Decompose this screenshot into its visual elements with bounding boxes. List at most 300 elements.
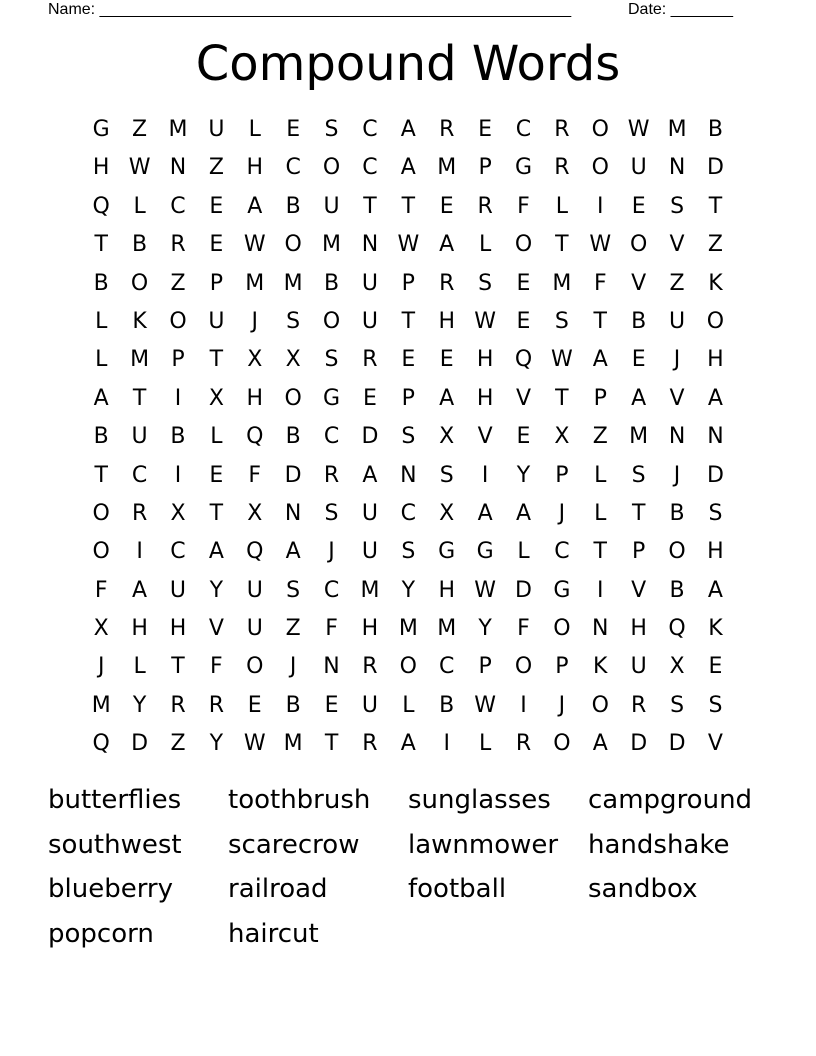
grid-letter[interactable]: F <box>248 462 262 488</box>
grid-letter[interactable]: J <box>328 539 335 565</box>
grid-letter[interactable]: W <box>397 232 420 258</box>
grid-letter[interactable]: M <box>552 270 572 296</box>
grid-letter[interactable]: K <box>708 616 723 642</box>
grid-letter[interactable]: B <box>93 270 109 296</box>
grid-letter[interactable]: Q <box>668 616 686 642</box>
grid-letter[interactable]: X <box>285 347 301 373</box>
grid-letter[interactable]: H <box>476 347 494 373</box>
grid-letter[interactable]: T <box>555 232 569 258</box>
grid-letter[interactable]: H <box>169 616 187 642</box>
grid-letter[interactable]: A <box>400 731 416 757</box>
grid-letter[interactable]: N <box>400 462 417 488</box>
grid-letter[interactable]: C <box>515 117 532 142</box>
grid-letter[interactable]: E <box>286 117 301 142</box>
grid-letter[interactable]: T <box>132 385 147 411</box>
grid-letter[interactable]: N <box>169 155 187 181</box>
grid-letter[interactable]: I <box>597 193 604 219</box>
grid-letter[interactable]: L <box>555 193 569 219</box>
grid-letter[interactable]: R <box>554 117 570 142</box>
grid-letter[interactable]: E <box>516 270 531 296</box>
grid-letter[interactable]: M <box>283 270 303 296</box>
grid-letter[interactable]: G <box>438 539 456 565</box>
grid-letter[interactable]: B <box>669 500 685 526</box>
grid-letter[interactable]: U <box>361 500 378 526</box>
grid-letter[interactable]: A <box>400 155 416 181</box>
grid-letter[interactable]: A <box>592 347 608 373</box>
grid-letter[interactable]: U <box>208 117 225 142</box>
grid-letter[interactable]: W <box>243 232 266 258</box>
letter-grid <box>82 111 735 764</box>
grid-letter[interactable]: J <box>558 692 566 718</box>
grid-letter[interactable]: J <box>289 654 297 680</box>
grid-letter[interactable]: S <box>670 193 685 219</box>
grid-letter[interactable]: C <box>131 462 148 488</box>
grid-letter[interactable]: A <box>208 539 224 565</box>
grid-letter[interactable]: K <box>132 308 147 334</box>
grid-letter[interactable]: R <box>631 692 647 718</box>
grid-letter[interactable]: C <box>439 654 455 680</box>
grid-letter[interactable]: S <box>401 539 416 565</box>
grid-letter[interactable]: I <box>481 462 489 488</box>
grid-letter[interactable]: E <box>708 654 723 680</box>
grid-letter[interactable]: E <box>439 347 454 373</box>
grid-letter[interactable]: U <box>169 577 187 603</box>
grid-letter[interactable]: Z <box>170 731 186 757</box>
grid-letter[interactable]: L <box>95 308 108 334</box>
grid-letter[interactable]: O <box>399 654 417 680</box>
grid-letter[interactable]: O <box>630 232 648 258</box>
grid-letter[interactable]: B <box>439 692 455 718</box>
grid-letter[interactable]: S <box>324 500 339 526</box>
grid-letter[interactable]: T <box>401 193 416 219</box>
grid-letter[interactable]: R <box>439 117 455 142</box>
grid-letter[interactable]: C <box>362 155 378 181</box>
grid-letter[interactable]: O <box>514 232 533 258</box>
grid-letter[interactable]: D <box>668 731 686 757</box>
grid-letter[interactable]: M <box>91 692 111 718</box>
grid-letter[interactable]: O <box>591 117 609 142</box>
grid-letter[interactable]: S <box>286 308 301 334</box>
grid-letter[interactable]: F <box>593 270 607 296</box>
grid-letter[interactable]: M <box>629 424 649 450</box>
grid-letter[interactable]: C <box>285 155 301 181</box>
grid-letter[interactable]: Q <box>246 424 264 450</box>
grid-letter[interactable]: O <box>322 308 341 334</box>
grid-letter[interactable]: D <box>706 462 724 488</box>
grid-letter[interactable]: X <box>247 347 263 373</box>
grid-letter[interactable]: I <box>443 731 450 757</box>
grid-letter[interactable]: A <box>592 731 608 757</box>
grid-letter[interactable]: E <box>631 193 646 219</box>
grid-letter[interactable]: V <box>669 232 685 258</box>
grid-letter[interactable]: M <box>360 577 380 603</box>
grid-letter[interactable]: A <box>707 385 723 411</box>
grid-letter[interactable]: A <box>477 500 493 526</box>
grid-letter[interactable]: C <box>170 193 186 219</box>
grid-letter[interactable]: T <box>401 308 416 334</box>
word-list-item: football <box>408 874 507 904</box>
grid-letter[interactable]: D <box>131 731 149 757</box>
grid-letter[interactable]: S <box>554 308 569 334</box>
grid-letter[interactable]: S <box>631 462 646 488</box>
grid-letter[interactable]: M <box>322 232 342 258</box>
grid-letter[interactable]: X <box>93 616 109 642</box>
grid-letter[interactable]: C <box>323 577 340 603</box>
grid-letter[interactable]: A <box>400 117 416 142</box>
grid-letter[interactable]: O <box>668 539 686 565</box>
grid-letter[interactable]: A <box>707 577 723 603</box>
grid-letter[interactable]: E <box>631 347 646 373</box>
grid-letter[interactable]: M <box>437 616 457 642</box>
grid-letter[interactable]: T <box>94 232 108 258</box>
grid-letter[interactable]: O <box>591 155 609 181</box>
grid-letter[interactable]: E <box>209 193 224 219</box>
grid-letter[interactable]: I <box>136 539 143 565</box>
grid-letter[interactable]: U <box>361 308 378 334</box>
grid-letter[interactable]: E <box>478 117 493 142</box>
grid-letter[interactable]: J <box>97 654 105 680</box>
grid-letter[interactable]: F <box>517 193 530 219</box>
grid-letter[interactable]: T <box>555 385 569 411</box>
grid-letter[interactable]: E <box>247 692 262 718</box>
grid-letter[interactable]: E <box>362 385 377 411</box>
grid-letter[interactable]: Z <box>669 270 685 296</box>
grid-letter[interactable]: S <box>670 692 685 718</box>
grid-letter[interactable]: L <box>95 347 108 373</box>
grid-letter[interactable]: H <box>92 155 110 181</box>
grid-letter[interactable]: N <box>592 616 609 642</box>
grid-letter[interactable]: H <box>707 347 724 373</box>
grid-letter[interactable]: U <box>246 616 263 642</box>
grid-letter[interactable]: Y <box>401 577 416 603</box>
grid-letter[interactable]: O <box>284 385 302 411</box>
grid-letter[interactable]: V <box>631 577 647 603</box>
grid-letter[interactable]: P <box>171 347 185 373</box>
grid-letter[interactable]: I <box>597 577 604 603</box>
grid-letter[interactable]: N <box>361 232 379 258</box>
grid-letter[interactable]: U <box>669 308 686 334</box>
grid-letter[interactable]: U <box>208 308 225 334</box>
grid-letter[interactable]: Y <box>516 462 531 488</box>
grid-letter[interactable]: W <box>474 308 496 334</box>
name-field[interactable]: Name: _____________________________________________________ <box>48 1 572 18</box>
grid-letter[interactable]: Z <box>592 424 608 450</box>
date-field[interactable]: Date: _______ <box>628 1 733 18</box>
grid-letter[interactable]: M <box>168 117 188 142</box>
grid-letter[interactable]: L <box>517 539 530 565</box>
grid-letter[interactable]: X <box>247 500 263 526</box>
grid-letter[interactable]: E <box>516 424 531 450</box>
grid-letter[interactable]: U <box>131 424 148 450</box>
grid-letter[interactable]: D <box>284 462 302 488</box>
grid-letter[interactable]: V <box>631 270 647 296</box>
grid-letter[interactable]: P <box>209 270 223 296</box>
grid-letter[interactable]: Q <box>92 193 110 219</box>
grid-letter[interactable]: V <box>707 731 723 757</box>
grid-letter[interactable]: T <box>209 500 224 526</box>
grid-letter[interactable]: P <box>555 462 569 488</box>
grid-letter[interactable]: D <box>630 731 648 757</box>
grid-letter[interactable]: L <box>133 654 146 680</box>
grid-letter[interactable]: W <box>128 155 151 181</box>
grid-letter[interactable]: N <box>284 500 302 526</box>
grid-letter[interactable]: A <box>247 193 263 219</box>
grid-letter[interactable]: J <box>673 347 681 373</box>
grid-letter[interactable]: Q <box>92 731 110 757</box>
grid-letter[interactable]: O <box>284 232 302 258</box>
grid-letter[interactable]: A <box>93 385 109 411</box>
grid-letter[interactable]: T <box>94 462 108 488</box>
grid-letter[interactable]: X <box>439 500 455 526</box>
grid-letter[interactable]: N <box>668 424 686 450</box>
word-list-item: southwest <box>48 829 182 860</box>
grid-letter[interactable]: Z <box>707 232 723 258</box>
grid-letter[interactable]: H <box>438 577 455 603</box>
grid-letter[interactable]: R <box>439 270 455 296</box>
grid-letter[interactable]: H <box>246 155 264 181</box>
grid-letter[interactable]: C <box>170 539 186 565</box>
grid-letter[interactable]: R <box>170 692 186 718</box>
grid-letter[interactable]: A <box>439 385 455 411</box>
grid-letter[interactable]: O <box>92 500 110 526</box>
grid-letter[interactable]: C <box>400 500 416 526</box>
grid-letter[interactable]: H <box>476 385 494 411</box>
grid-letter[interactable]: B <box>93 424 109 450</box>
grid-letter[interactable]: C <box>362 117 378 142</box>
grid-letter[interactable]: M <box>437 155 457 181</box>
grid-letter[interactable]: B <box>669 577 685 603</box>
grid-letter[interactable]: E <box>324 692 339 718</box>
grid-letter[interactable]: P <box>593 385 607 411</box>
word-list-item: handshake <box>588 829 730 860</box>
grid-letter[interactable]: R <box>515 731 532 757</box>
grid-letter[interactable]: A <box>132 577 148 603</box>
grid-letter[interactable]: B <box>631 308 647 334</box>
grid-letter[interactable]: R <box>131 500 148 526</box>
grid-letter[interactable]: A <box>285 539 301 565</box>
grid-letter[interactable]: L <box>210 424 223 450</box>
grid-letter[interactable]: V <box>515 385 532 411</box>
grid-letter[interactable]: I <box>174 385 182 411</box>
grid-letter[interactable]: P <box>401 385 415 411</box>
grid-letter[interactable]: U <box>323 193 340 219</box>
grid-letter[interactable]: L <box>478 731 492 757</box>
grid-letter[interactable]: O <box>553 731 571 757</box>
grid-letter[interactable]: P <box>401 270 415 296</box>
grid-letter[interactable]: B <box>132 232 148 258</box>
grid-letter[interactable]: N <box>668 155 686 181</box>
grid-letter[interactable]: E <box>401 347 416 373</box>
grid-letter[interactable]: H <box>361 616 379 642</box>
grid-letter[interactable]: U <box>361 270 378 296</box>
grid-letter[interactable]: U <box>361 692 378 718</box>
grid-letter[interactable]: G <box>476 539 494 565</box>
grid-letter[interactable]: M <box>667 117 687 142</box>
grid-letter[interactable]: G <box>553 577 571 603</box>
grid-letter[interactable]: B <box>707 117 723 142</box>
grid-letter[interactable]: T <box>324 731 339 757</box>
header <box>48 0 748 20</box>
grid-letter[interactable]: M <box>398 616 418 642</box>
grid-letter[interactable]: T <box>363 193 377 219</box>
grid-letter[interactable]: J <box>558 500 566 526</box>
grid-letter[interactable]: Y <box>478 616 492 642</box>
grid-letter[interactable]: P <box>478 654 492 680</box>
grid-letter[interactable]: D <box>361 424 379 450</box>
grid-letter[interactable]: G <box>514 155 533 181</box>
grid-letter[interactable]: O <box>246 654 264 680</box>
grid-letter[interactable]: M <box>130 347 150 373</box>
grid-letter[interactable]: O <box>591 692 609 718</box>
grid-letter[interactable]: I <box>174 462 182 488</box>
grid-letter[interactable]: R <box>208 692 225 718</box>
grid-letter[interactable]: D <box>706 155 724 181</box>
grid-letter[interactable]: O <box>706 308 725 334</box>
grid-letter[interactable]: L <box>402 692 415 718</box>
grid-letter[interactable]: G <box>92 117 110 142</box>
grid-letter[interactable]: W <box>243 731 266 757</box>
grid-letter[interactable]: A <box>362 462 378 488</box>
grid-letter[interactable]: L <box>594 500 607 526</box>
grid-letter[interactable]: T <box>708 193 723 219</box>
grid-letter[interactable]: S <box>324 117 339 142</box>
grid-letter[interactable]: R <box>362 731 378 757</box>
grid-letter[interactable]: H <box>131 616 148 642</box>
grid-letter[interactable]: W <box>627 117 650 142</box>
grid-letter[interactable]: H <box>707 539 724 565</box>
grid-letter[interactable]: N <box>323 654 340 680</box>
grid-letter[interactable]: H <box>438 308 455 334</box>
grid-letter[interactable]: W <box>474 692 496 718</box>
grid-letter[interactable]: V <box>477 424 493 450</box>
grid-letter[interactable]: X <box>208 385 224 411</box>
grid-letter[interactable]: L <box>478 232 492 258</box>
grid-letter[interactable]: C <box>323 424 340 450</box>
grid-letter[interactable]: B <box>285 424 301 450</box>
grid-letter[interactable]: U <box>246 577 263 603</box>
grid-letter[interactable]: B <box>285 193 301 219</box>
grid-letter[interactable]: W <box>589 232 612 258</box>
grid-letter[interactable]: R <box>362 654 378 680</box>
word-list-item: blueberry <box>48 874 174 904</box>
grid-letter[interactable]: V <box>208 616 224 642</box>
word-list-item: butterflies <box>48 785 182 815</box>
grid-letter[interactable]: T <box>171 654 185 680</box>
grid-letter[interactable]: P <box>632 539 646 565</box>
grid-letter[interactable]: S <box>478 270 493 296</box>
grid-letter[interactable]: O <box>322 155 341 181</box>
grid-letter[interactable]: S <box>708 500 723 526</box>
grid-letter[interactable]: Q <box>514 347 533 373</box>
grid-letter[interactable]: A <box>515 500 532 526</box>
grid-letter[interactable]: J <box>251 308 258 334</box>
grid-letter[interactable]: U <box>630 654 647 680</box>
grid-letter[interactable]: Y <box>209 577 224 603</box>
grid-letter[interactable]: L <box>248 117 261 142</box>
grid-letter[interactable]: I <box>520 692 527 718</box>
grid-letter[interactable]: Z <box>170 270 186 296</box>
grid-letter[interactable]: S <box>439 462 454 488</box>
grid-letter[interactable]: T <box>631 500 646 526</box>
grid-letter[interactable]: S <box>401 424 416 450</box>
grid-letter[interactable]: S <box>286 577 301 603</box>
grid-letter[interactable]: U <box>630 155 647 181</box>
grid-letter[interactable]: Z <box>208 155 224 181</box>
grid-letter[interactable]: Z <box>132 117 148 142</box>
grid-letter[interactable]: E <box>209 462 224 488</box>
grid-letter[interactable]: X <box>170 500 186 526</box>
grid-letter[interactable]: B <box>285 692 301 718</box>
grid-letter[interactable]: F <box>325 616 338 642</box>
grid-letter[interactable]: P <box>478 155 492 181</box>
grid-letter[interactable]: E <box>516 308 531 334</box>
grid-letter[interactable]: C <box>554 539 570 565</box>
grid-letter[interactable]: W <box>551 347 573 373</box>
grid-letter[interactable]: Y <box>132 692 147 718</box>
grid-letter[interactable]: F <box>94 577 108 603</box>
grid-letter[interactable]: O <box>92 539 110 565</box>
grid-letter[interactable]: U <box>361 539 378 565</box>
grid-letter[interactable]: R <box>477 193 493 219</box>
grid-letter[interactable]: Z <box>285 616 301 642</box>
grid-letter[interactable]: K <box>708 270 723 296</box>
grid-letter[interactable]: H <box>630 616 647 642</box>
grid-letter[interactable]: X <box>554 424 570 450</box>
grid-letter[interactable]: V <box>669 385 685 411</box>
grid-letter[interactable]: Y <box>209 731 224 757</box>
grid-letter[interactable]: Q <box>246 539 264 565</box>
grid-letter[interactable]: E <box>209 232 224 258</box>
grid-letter[interactable]: W <box>474 577 496 603</box>
grid-letter[interactable]: F <box>517 616 530 642</box>
grid-letter[interactable]: M <box>245 270 265 296</box>
grid-letter[interactable]: J <box>673 462 681 488</box>
grid-letter[interactable]: X <box>439 424 455 450</box>
grid-letter[interactable]: S <box>708 692 723 718</box>
grid-letter[interactable]: R <box>362 347 378 373</box>
grid-letter[interactable]: M <box>283 731 303 757</box>
grid-letter[interactable]: L <box>133 193 146 219</box>
word-list-item: lawnmower <box>408 829 559 860</box>
grid-letter[interactable]: T <box>209 347 224 373</box>
grid-letter[interactable]: E <box>439 193 454 219</box>
grid-letter[interactable]: P <box>555 654 569 680</box>
grid-letter[interactable]: T <box>593 308 607 334</box>
grid-letter[interactable]: R <box>554 155 570 181</box>
grid-letter[interactable]: A <box>631 385 647 411</box>
grid-letter[interactable]: O <box>514 654 533 680</box>
grid-letter[interactable]: O <box>553 616 571 642</box>
grid-letter[interactable]: G <box>323 385 341 411</box>
grid-letter[interactable]: K <box>593 654 608 680</box>
grid-letter[interactable]: B <box>323 270 340 296</box>
word-list-item: sandbox <box>588 874 698 904</box>
grid-letter[interactable]: L <box>594 462 607 488</box>
grid-letter[interactable]: D <box>515 577 532 603</box>
grid-letter[interactable]: O <box>169 308 187 334</box>
grid-letter[interactable]: R <box>323 462 340 488</box>
grid-letter[interactable]: A <box>439 232 455 258</box>
grid-letter[interactable]: B <box>170 424 186 450</box>
grid-letter[interactable]: X <box>669 654 685 680</box>
grid-letter[interactable]: O <box>130 270 149 296</box>
grid-letter[interactable]: H <box>246 385 264 411</box>
grid-letter[interactable]: S <box>324 347 339 373</box>
grid-letter[interactable]: N <box>707 424 724 450</box>
grid-letter[interactable]: R <box>170 232 186 258</box>
grid-letter[interactable]: F <box>210 654 223 680</box>
grid-letter[interactable]: T <box>593 539 607 565</box>
